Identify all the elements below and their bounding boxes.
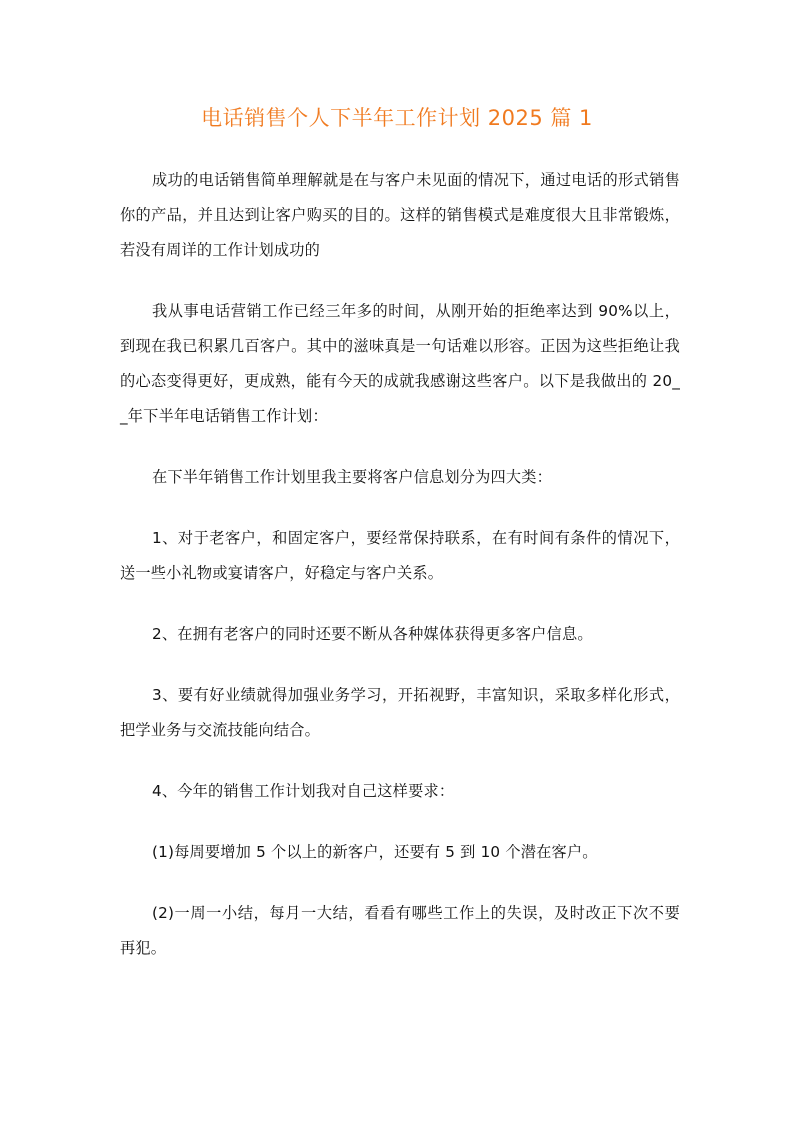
paragraph-subitem-2: (2)一周一小结，每月一大结，看看有哪些工作上的失误，及时改正下次不要再犯。	[120, 904, 680, 957]
document-body	[120, 163, 680, 992]
paragraph-item-4: 4、今年的销售工作计划我对自己这样要求：	[152, 782, 455, 800]
paragraph-intro: 成功的电话销售简单理解就是在与客户未见面的情况下，通过电话的形式销售你的产品，并且达到让客户购买的目的。这样的销售模式是难度很大且非常锻炼，若没有周详的工作计划成功的	[120, 171, 680, 259]
paragraph-subitem-1: (1)每周要增加 5 个以上的新客户，还要有 5 到 10 个潜在客户。	[152, 843, 598, 861]
paragraph-plan-intro: 在下半年销售工作计划里我主要将客户信息划分为四大类：	[152, 468, 553, 486]
paragraph-item-3: 3、要有好业绩就得加强业务学习，开拓视野，丰富知识，采取多样化形式，把学业务与交流技能向结合。	[120, 686, 680, 739]
paragraph-experience: 我从事电话营销工作已经三年多的时间，从刚开始的拒绝率达到 90%以上，到现在我已积累几百客户。其中的滋味真是一句话难以形容。正因为这些拒绝让我的心态变得更好，更成熟，能有今天的成就我感谢这些客户。以下是我做出的 20__年下半年电话销售工作计划：	[120, 302, 680, 425]
document-title: 电话销售个人下半年工作计划 2025 篇 1	[201, 106, 593, 130]
paragraph-item-1: 1、对于老客户，和固定客户，要经常保持联系，在有时间有条件的情况下，送一些小礼物或宴请客户，好稳定与客户关系。	[120, 529, 680, 582]
paragraph-item-2: 2、在拥有老客户的同时还要不断从各种媒体获得更多客户信息。	[152, 625, 593, 643]
